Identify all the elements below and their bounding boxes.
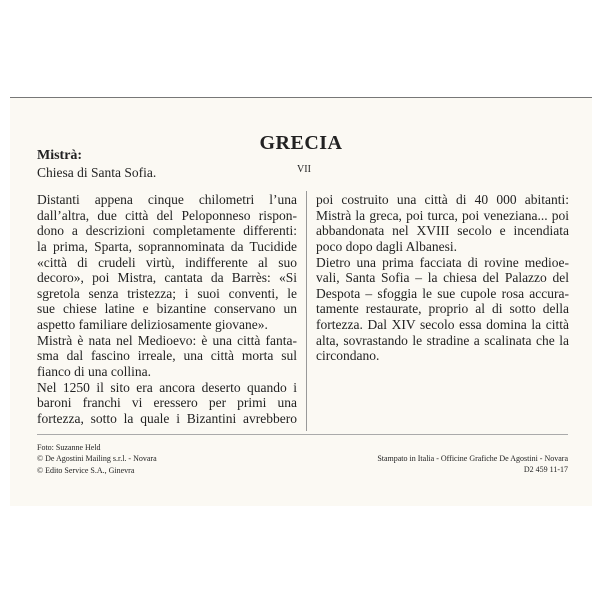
photo-credits <box>37 442 157 476</box>
text-line: fortezza, sotto la quale i Bizantini avrebbero <box>37 410 297 426</box>
text-line: Mistrà la greca, poi turca, poi veneziana... poi <box>316 207 569 223</box>
text-line: dall’altra, due città del Peloponneso rispon- <box>37 207 297 223</box>
text-line: Dietro una prima facciata di rovine medioe- <box>316 254 569 270</box>
text-line: sma dal fascino irreale, una città morta sul <box>37 348 297 364</box>
text-line: dono a descrizioni completamente differenti: <box>37 223 297 239</box>
text-line: vali, Santa Sofia – la chiesa del Palazzo del <box>316 270 569 286</box>
text-line: circondano. <box>316 348 380 364</box>
page-title: GRECIA <box>259 132 343 154</box>
text-line: sue chiese latine e bizantine conservano un <box>37 301 297 317</box>
place-heading: Mistrà: <box>37 148 83 163</box>
credit-line: © De Agostini Mailing s.r.l. - Novara <box>37 454 157 464</box>
right-text-column <box>316 192 569 364</box>
column-divider <box>306 191 307 431</box>
text-line: «città di crudeli virtù, indifferente al suo <box>37 254 297 270</box>
text-line: Despota – sfoggia le sue cupole rosa accura- <box>316 285 569 301</box>
text-line: aspetto familiare deliziosamente giovane». <box>37 317 268 333</box>
text-line: fianco di una collina. <box>37 364 151 380</box>
printer-info <box>377 453 568 476</box>
text-line: Distanti appena cinque chilometri l’una <box>37 192 297 207</box>
printer-line: Stampato in Italia - Officine Grafiche De Agostini - Novara <box>377 454 568 463</box>
text-line: alta, sovrastando le stradine a scalinata che la <box>316 332 569 348</box>
text-line: baroni franchi vi eressero per primi una <box>37 395 297 411</box>
credit-line: © Edito Service S.A., Ginevra <box>37 465 135 475</box>
card-number: VII <box>297 164 311 175</box>
postcard-back <box>10 97 592 506</box>
text-line: fortezza. Dal XIV secolo essa domina la città <box>316 317 569 333</box>
product-code: D2 459 11-17 <box>523 465 568 475</box>
text-line: Nel 1250 il sito era ancora deserto quando i <box>37 379 297 395</box>
left-text-column <box>37 192 297 427</box>
subject-caption: Chiesa di Santa Sofia. <box>37 165 157 180</box>
text-line: abbandonata nel XVIII secolo e incendiata <box>316 223 569 239</box>
credit-line: Foto: Suzanne Held <box>37 443 101 452</box>
text-line: decoro», poi Mistra, cantata da Barrès: «Si <box>37 270 297 286</box>
text-line: la prima, Sparta, soprannominata da Tucidide <box>37 238 297 254</box>
text-line: Mistrà è nata nel Medioevo: è una città fanta- <box>37 332 297 348</box>
text-line: sgretola senza tristezza; i suoi conventi, le <box>37 285 297 301</box>
text-line: poi costruito una città di 40 000 abitanti: <box>316 192 569 207</box>
text-line: poco dopo dagli Albanesi. <box>316 238 457 254</box>
text-line: tamente restaurate, proprio al di sotto della <box>316 301 569 317</box>
footer-rule <box>37 434 568 435</box>
